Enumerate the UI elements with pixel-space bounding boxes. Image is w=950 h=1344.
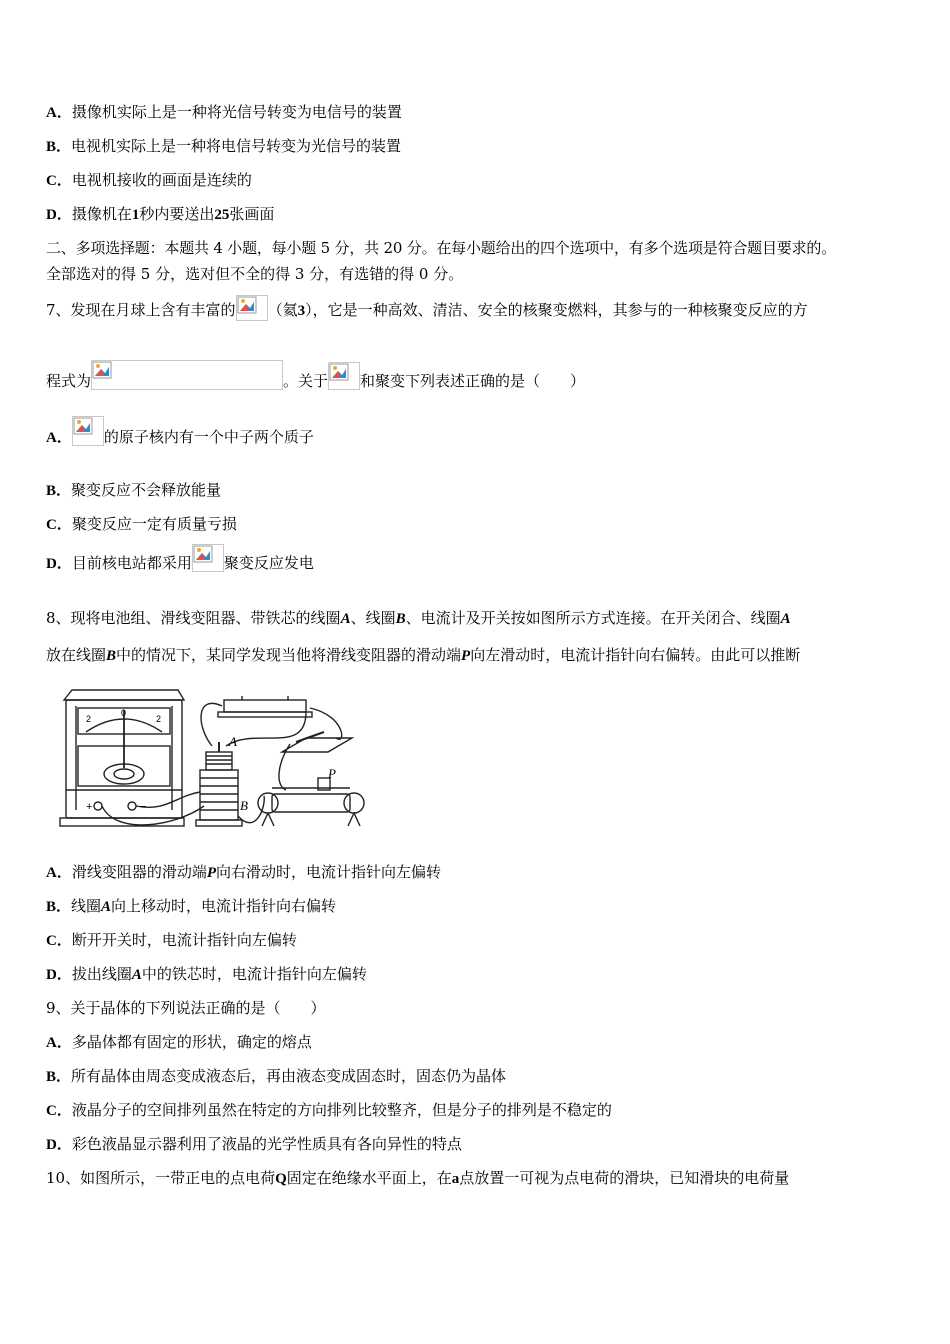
- option-letter: D．: [46, 207, 72, 223]
- q10-charge-q: Q: [275, 1171, 287, 1187]
- q8-text: 、电流计及开关按如图所示方式连接。在开关闭合、线圈: [405, 609, 781, 627]
- q8-number: 8、: [46, 609, 71, 627]
- option-letter: A．: [46, 430, 72, 446]
- option-text-pre: 摄像机在: [71, 205, 132, 223]
- option-text: 液晶分子的空间排列虽然在特定的方向排列比较整齐，但是分子的排列是不稳定的: [71, 1101, 612, 1119]
- option-var: P: [206, 865, 217, 881]
- option-text: 的原子核内有一个中子两个质子: [103, 428, 314, 446]
- q7-stem-line1: [46, 290, 808, 330]
- option-letter: A．: [46, 1035, 72, 1051]
- terminal-plus: [94, 802, 102, 810]
- option-number: 25: [214, 207, 230, 223]
- var-a: A: [340, 611, 351, 627]
- circuit-diagram: [56, 686, 368, 834]
- q9-option-b: [46, 1066, 506, 1087]
- q10-text: 10、如图所示，一带正电的点电荷: [46, 1169, 276, 1187]
- q8-text: 向左滑动时，电流计指针向右偏转。由此可以推断: [470, 646, 801, 664]
- q7-option-c: [46, 514, 237, 535]
- scale-label-right: 2: [156, 714, 162, 724]
- option-letter: A．: [46, 865, 72, 881]
- section-2-heading-line1: 二、多项选择题：本题共 4 小题，每小题 5 分，共 20 分。在每小题给出的四个选项中，有多个选项是符合题目要求的。: [46, 239, 836, 257]
- helium3-fusion-image: [192, 544, 224, 572]
- option-text-pre: 断开开关时，电流计指针向左偏转: [71, 931, 297, 949]
- coil-a: [206, 752, 232, 770]
- q10-text: 固定在绝缘水平面上，在: [286, 1169, 452, 1187]
- option-text-post: 向右滑动时，电流计指针向左偏转: [216, 863, 442, 881]
- option-letter: A．: [46, 105, 72, 121]
- helium3-formula-image: [236, 295, 268, 321]
- q8-text: 放在线圈: [46, 646, 107, 664]
- label-a: A: [229, 734, 237, 749]
- option-text: 多晶体都有固定的形状，确定的熔点: [71, 1033, 312, 1051]
- q9-option-d: [46, 1134, 462, 1155]
- option-text-pre: 线圈: [71, 897, 102, 915]
- q9-stem: 9、关于晶体的下列说法正确的是（ ）: [46, 999, 326, 1017]
- q8-text: 中的情况下，某同学发现当他将滑线变阻器的滑动端: [116, 646, 462, 664]
- option-text: 电视机接收的画面是连续的: [71, 171, 252, 189]
- broken-image-icon: [237, 296, 269, 322]
- helium3-symbol-image: [328, 362, 360, 390]
- rheostat: [272, 794, 350, 812]
- galvanometer-top: [64, 690, 184, 700]
- option-letter: C．: [46, 933, 72, 949]
- q6-option-a: [46, 102, 402, 123]
- label-b: B: [240, 798, 248, 813]
- q7-text-5: 。关于: [283, 372, 329, 390]
- q8-text: 、线圈: [350, 609, 396, 627]
- q7-text-3: ），它是一种高效、清洁、安全的核聚变燃料，其参与的一种核聚变反应的方: [305, 301, 808, 319]
- scale-label-zero: 0: [121, 708, 127, 718]
- q7-text-4: 程式为: [46, 372, 92, 390]
- switch-lever: [296, 732, 324, 742]
- option-text-pre: 拔出线圈: [71, 965, 132, 983]
- option-text-post: 张画面: [229, 205, 275, 223]
- section-2-heading-line2: 全部选对的得 5 分，选对但不全的得 3 分，有选错的得 0 分。: [46, 265, 464, 283]
- q8-option-b: [46, 896, 336, 917]
- option-letter: C．: [46, 517, 72, 533]
- option-letter: B．: [46, 139, 72, 155]
- var-a: A: [780, 611, 791, 627]
- option-letter: D．: [46, 967, 72, 983]
- broken-image-icon: [329, 363, 361, 391]
- option-var: A: [131, 967, 142, 983]
- broken-image-icon: [73, 417, 105, 447]
- q7-option-b: [46, 480, 221, 501]
- option-text-pre: 滑线变阻器的滑动端: [71, 863, 207, 881]
- option-text: 聚变反应不会释放能量: [71, 481, 222, 499]
- broken-image-icon: [193, 545, 225, 573]
- var-b: B: [106, 648, 117, 664]
- q10-text: 点放置一可视为点电荷的滑块，已知滑块的电荷量: [459, 1169, 790, 1187]
- label-plus: +: [86, 801, 93, 813]
- option-text: 所有晶体由周态变成液态后，再由液态变成固态时，固态仍为晶体: [71, 1067, 507, 1085]
- option-letter: D．: [46, 556, 72, 572]
- scale-label-left: 2: [86, 714, 92, 724]
- q6-option-b: [46, 136, 401, 157]
- q9-option-c: [46, 1100, 612, 1121]
- option-letter: B．: [46, 483, 72, 499]
- var-b: B: [395, 611, 406, 627]
- wire: [201, 703, 222, 746]
- label-minus: −: [140, 801, 147, 813]
- q10-stem: [46, 1168, 789, 1189]
- q7-text-2b: 3: [297, 303, 306, 319]
- q8-option-c: [46, 930, 297, 951]
- q8-stem-line1: [46, 608, 791, 629]
- option-text-post: 向上移动时，电流计指针向右偏转: [111, 897, 337, 915]
- option-text: 彩色液晶显示器利用了液晶的光学性质具有各向异性的特点: [71, 1135, 462, 1153]
- q7-number: 7、: [46, 301, 71, 319]
- option-letter: C．: [46, 1103, 72, 1119]
- battery: [224, 700, 306, 712]
- helium3-nucleus-image: [72, 416, 104, 446]
- option-var: A: [101, 899, 112, 915]
- option-letter: D．: [46, 1137, 72, 1153]
- option-letter: B．: [46, 1069, 72, 1085]
- broken-image-icon: [92, 361, 284, 391]
- q8-option-a: [46, 862, 441, 883]
- q8-stem-line2: [46, 645, 800, 666]
- q8-text: 现将电池组、滑线变阻器、带铁芯的线圈: [70, 609, 341, 627]
- q7-stem-line2: [46, 360, 585, 394]
- option-letter: B．: [46, 899, 72, 915]
- wire: [102, 806, 204, 825]
- q7-option-d: [46, 544, 314, 580]
- q9-option-a: [46, 1032, 312, 1053]
- q8-option-d: [46, 964, 367, 985]
- q6-option-d: [46, 204, 274, 225]
- option-text-pre: 目前核电站都采用: [71, 554, 192, 572]
- var-p: P: [461, 648, 471, 664]
- option-letter: C．: [46, 173, 72, 189]
- label-p: P: [328, 766, 336, 781]
- option-text-post: 中的铁芯时，电流计指针向左偏转: [141, 965, 367, 983]
- option-text: 摄像机实际上是一种将光信号转变为电信号的装置: [71, 103, 402, 121]
- q6-option-c: [46, 170, 252, 191]
- terminal-minus: [128, 802, 136, 810]
- option-text: 聚变反应一定有质量亏损: [71, 515, 237, 533]
- q7-text-6: 和聚变下列表述正确的是（ ）: [360, 372, 586, 390]
- q7-text-1: 发现在月球上含有丰富的: [70, 301, 236, 319]
- q7-text-2: （氦: [267, 301, 298, 319]
- option-text-post: 聚变反应发电: [223, 554, 314, 572]
- q10-point-a: a: [451, 1171, 460, 1187]
- fusion-equation-image: [91, 360, 283, 390]
- option-text-mid: 秒内要送出: [139, 205, 215, 223]
- switch-base: [282, 738, 352, 752]
- q7-option-a: [46, 416, 314, 452]
- option-text: 电视机实际上是一种将电信号转变为光信号的装置: [71, 137, 402, 155]
- option-number: 1: [131, 207, 140, 223]
